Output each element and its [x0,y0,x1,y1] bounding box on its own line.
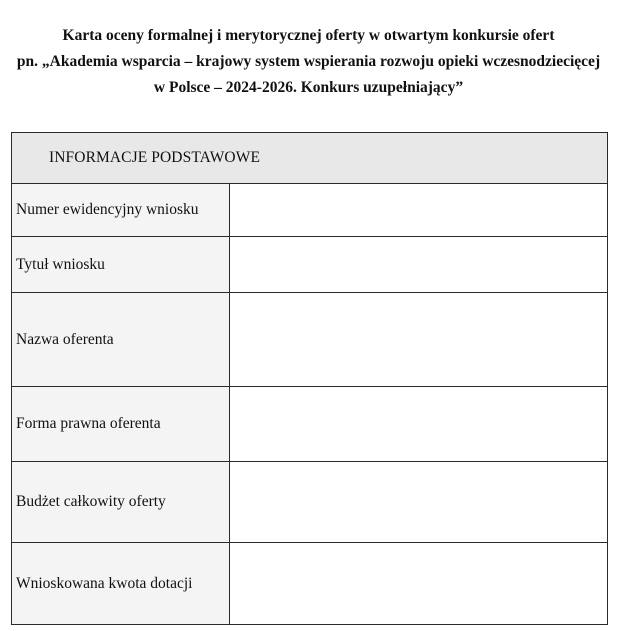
section-title: INFORMACJE PODSTAWOWE [12,133,608,184]
row-label-total-budget: Budżet całkowity oferty [12,462,230,543]
requested-grant-field[interactable] [230,543,608,625]
table-row [12,184,608,237]
table-row [12,293,608,387]
table-row [12,387,608,462]
heading-line-2: pn. „Akademia wsparcia – krajowy system wspierania rozwoju opieki wczesnodziecięcej [16,53,601,70]
table-row [12,543,608,625]
row-label-requested-grant: Wnioskowana kwota dotacji [12,543,230,625]
legal-form-field[interactable] [230,387,608,462]
application-number-field[interactable] [230,184,608,237]
row-label-application-title: Tytuł wniosku [12,237,230,293]
row-label-applicant-name: Nazwa oferenta [12,293,230,387]
total-budget-field[interactable] [230,462,608,543]
document-heading [0,23,617,101]
table-row [12,462,608,543]
table-row [12,237,608,293]
applicant-name-field[interactable] [230,293,608,387]
heading-line-1: Karta oceny formalnej i merytorycznej oferty w otwartym konkursie ofert [62,27,555,44]
application-title-field[interactable] [230,237,608,293]
section-header-row [12,133,608,184]
row-label-application-number: Numer ewidencyjny wniosku [12,184,230,237]
basic-information-table [11,132,608,625]
heading-line-3: w Polsce – 2024-2026. Konkurs uzupełniający” [153,79,464,96]
row-label-legal-form: Forma prawna oferenta [12,387,230,462]
